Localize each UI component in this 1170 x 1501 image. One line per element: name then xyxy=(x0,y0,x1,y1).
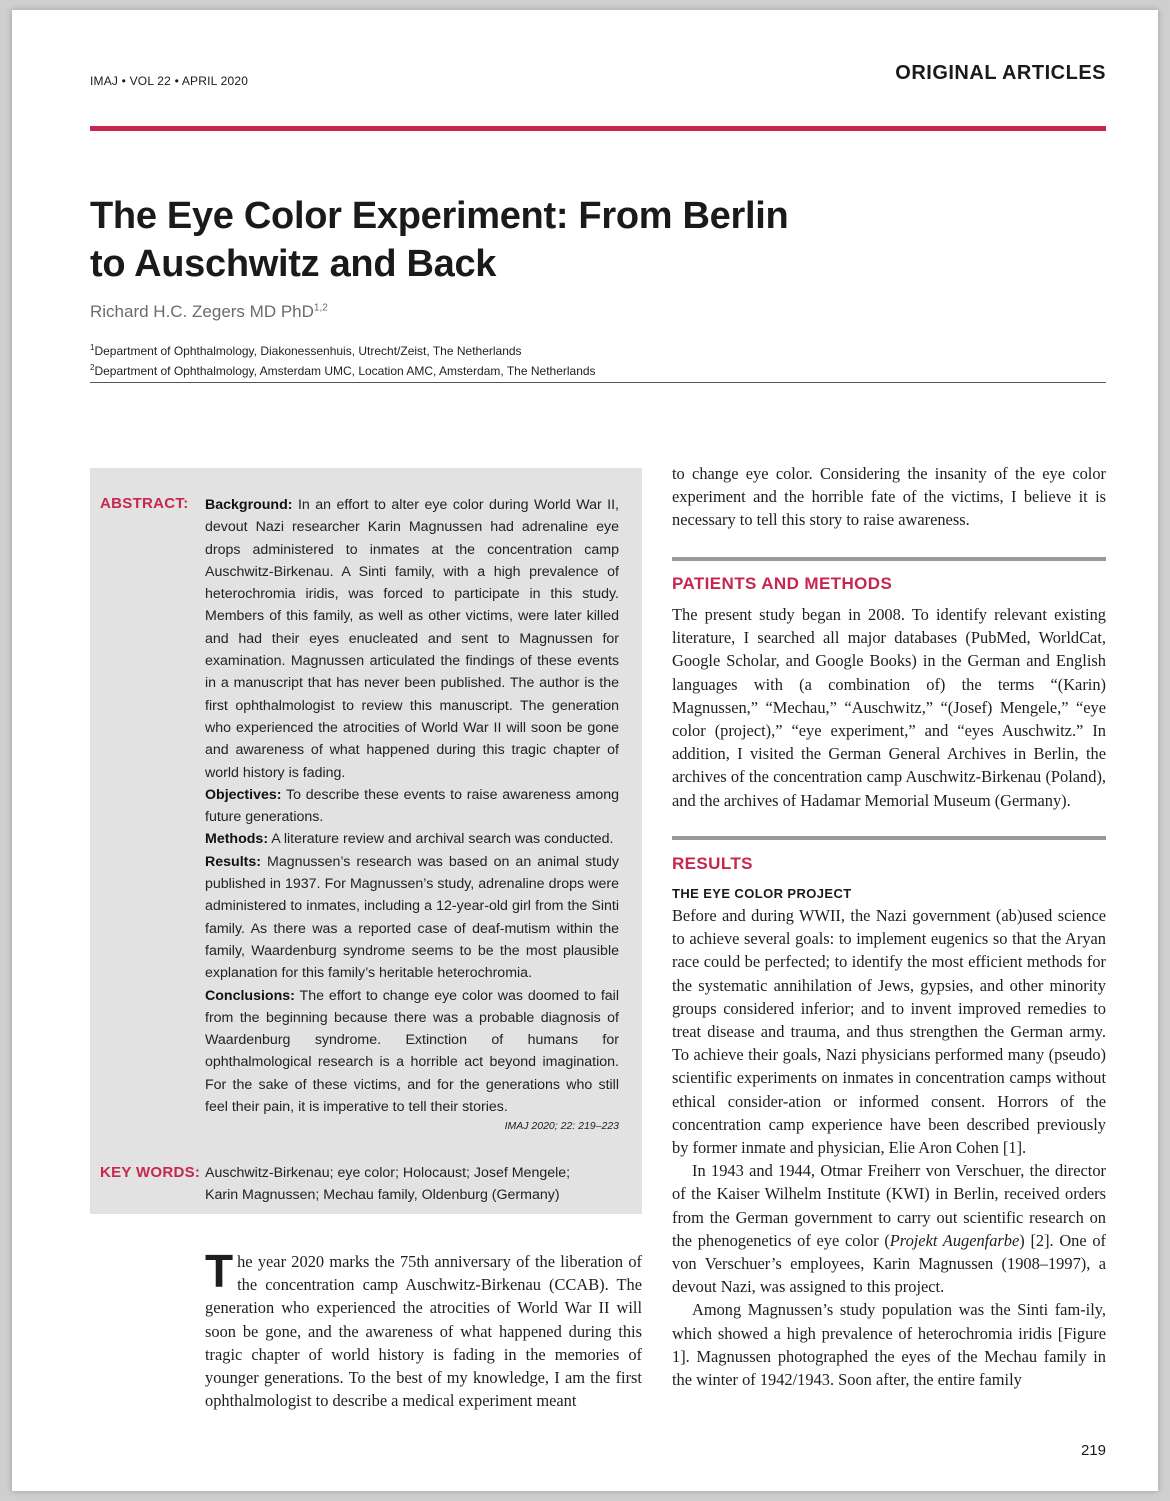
drop-cap: T xyxy=(205,1245,234,1297)
objectives-text: To describe these events to raise awareness among future generations. xyxy=(205,786,620,826)
intro-continuation: to change eye color. Considering the insanity of the eye color experiment and the horrible fate of the victims, I believe it is necessary to tell this story to raise awareness. xyxy=(672,464,1106,530)
affiliation-1-mark: 1 xyxy=(90,343,95,352)
eye-color-project-heading: THE EYE COLOR PROJECT xyxy=(672,886,852,901)
affiliation-2-text: Department of Ophthalmology, Amsterdam UMC, Location AMC, Amsterdam, The Netherlands xyxy=(94,364,596,378)
results-paragraph-2-a: In 1943 and 1944, Otmar Freiherr von Verschuer, the director of the Kaiser Wilhelm Institute (KWI) in Berlin, received orders from the German government to carry out scientific research on the phenogenetics of eye color ( xyxy=(672,1161,1106,1250)
abstract-label: ABSTRACT: xyxy=(100,495,189,512)
results-heading: RESULTS xyxy=(672,854,753,873)
journal-header: IMAJ • VOL 22 • APRIL 2020 xyxy=(90,74,249,88)
projekt-augenfarbe: Projekt Augenfarbe xyxy=(889,1230,1020,1250)
abstract-methods xyxy=(205,828,619,850)
affiliation-2-mark: 2 xyxy=(90,363,95,372)
results-label: Results: xyxy=(205,853,261,870)
abstract-box xyxy=(90,468,642,1214)
methods-text: A literature review and archival search was conducted. xyxy=(271,831,614,848)
section-label: ORIGINAL ARTICLES xyxy=(895,62,1106,84)
article-title xyxy=(90,192,850,288)
intro-text: he year 2020 marks the 75th anniversary of the liberation of the concentration camp Auschwitz-Birkenau (CCAB). The generation who experienced the atrocities of World War II will soon be gone, and the awareness of what happened during this tragic chapter of world history is fading in the memories of younger generations. To the best of my knowledge, I am the first ophthalmologist to describe a medical experiment meant xyxy=(205,1252,642,1411)
author-affiliation-marks: 1,2 xyxy=(313,302,328,314)
background-text: In an effort to alter eye color during World War II, devout Nazi researcher Karin Magnussen had adrenaline eye drops administered to inmates at the concentration camp Auschwitz-Birkenau. A Sinti family, with a high prevalence of heterochromia iridis, was forced to participate in this study. Members of this family, as well as other victims, were later killed and had their eyes enucleated and sent to Magnussen for examination. Magnussen articulated the findings of these events in a manuscript that has never been published. The author is the first ophthalmologist to review this manuscript. The generation who experienced the atrocities of World War II will soon be gone and awareness of what happened during this tragic chapter of world history is fading. xyxy=(205,497,619,781)
keywords-line-1: Auschwitz-Birkenau; eye color; Holocaust; Josef Mengele; xyxy=(205,1165,571,1181)
conclusions-text: The effort to change eye color was doomed to fail from the beginning because there was a probable diagnosis of Waardenburg syndrome. Extinction of humans for ophthalmological research is a horrible act beyond imagination. For the sake of these victims, and for the generations who still feel their pain, it is imperative to tell their stories. xyxy=(205,987,619,1116)
results-paragraph-3: Among Magnussen’s study population was the Sinti fam-ily, which showed a high prevalence of heterochromia iridis [Figure 1]. Magnussen photographed the eyes of the Mechau family in the winter of 1942/1943. Soon after, the entire family xyxy=(672,1300,1106,1390)
objectives-label: Objectives: xyxy=(205,786,282,803)
affiliation-1-text: Department of Ophthalmology, Diakonessenhuis, Utrecht/Zeist, The Netherlands xyxy=(94,344,522,358)
background-label: Background: xyxy=(205,497,293,513)
results-paragraph-2-b: ) [2]. One of von Verschuer’s employees, Karin Magnussen (1908–1997), a devout Nazi, was assigned to this project. xyxy=(672,1230,1106,1297)
abstract-text xyxy=(205,494,619,1134)
author-name: Richard H.C. Zegers MD PhD xyxy=(90,302,314,321)
results-body xyxy=(672,904,1106,1391)
methods-label: Methods: xyxy=(205,831,269,848)
abstract-conclusions xyxy=(205,985,619,1119)
article-page xyxy=(12,10,1158,1491)
header-rule xyxy=(90,126,1106,131)
affiliation-2 xyxy=(90,363,596,378)
abstract-results xyxy=(205,851,619,985)
intro-paragraph xyxy=(205,1245,642,1412)
section-rule-2 xyxy=(672,836,1106,840)
title-line-2: to Auschwitz and Back xyxy=(90,243,497,285)
keywords-line-2: Karin Magnussen; Mechau family, Oldenburg (Germany) xyxy=(205,1187,560,1204)
affiliation-1 xyxy=(90,343,522,358)
page-number: 219 xyxy=(1080,1442,1106,1459)
keywords-label: KEY WORDS: xyxy=(100,1164,201,1181)
conclusions-label: Conclusions: xyxy=(205,987,295,1004)
author-line xyxy=(90,302,328,322)
section-rule-1 xyxy=(672,557,1106,561)
results-paragraph-2 xyxy=(672,1159,1106,1298)
abstract-objectives xyxy=(205,784,619,829)
patients-methods-text: The present study began in 2008. To identify relevant existing literature, I searched all major databases (PubMed, WorldCat, Google Scholar, and Google Books) in the German and English languages with (a combination of) the terms “(Karin) Magnussen,” “Mechau,” “Auschwitz,” “(Josef) Mengele,” “eye color (project),” “eye experiment,” and “eyes Auschwitz.” In addition, I visited the German General Archives in Berlin, the archives of the concentration camp Auschwitz-Birkenau (Poland), and the archives of Hadamar Memorial Museum (Germany). xyxy=(672,605,1106,810)
results-paragraph-1: Before and during WWII, the Nazi government (ab)used science to achieve several goals: to implement eugenics so that the Aryan race could be perfected; to identify the most efficient methods for the systematic annihilation of Jews, gypsies, and other minority groups considered inferior; and to invent improved remedies to treat disease and trauma, and thus strengthen the German army. To achieve their goals, Nazi physicians performed many (pseudo) scientific experiments on inmates in concentration camps without ethical consider-ation or informed consent. Horrors of the concentration camp experience have been described previously by former inmate and physician, Elie Aron Cohen [1]. xyxy=(672,906,1106,1158)
abstract-background xyxy=(205,494,619,784)
patients-methods-heading: PATIENTS AND METHODS xyxy=(672,574,893,593)
results-text: Magnussen’s research was based on an animal study published in 1937. For Magnussen’s study, adrenaline drops were administered to inmates, including a 12-year-old girl from the Sinti family. As there was a reported case of deaf-mutism within the family, Waardenburg syndrome seems to be the most plausible explanation for this family’s heritable heterochromia. xyxy=(205,853,619,982)
affiliation-rule xyxy=(90,382,1106,383)
title-line-1: The Eye Color Experiment: From Berlin xyxy=(90,195,789,237)
keywords-text xyxy=(205,1162,625,1207)
citation: IMAJ 2020; 22: 219–223 xyxy=(504,1120,619,1133)
